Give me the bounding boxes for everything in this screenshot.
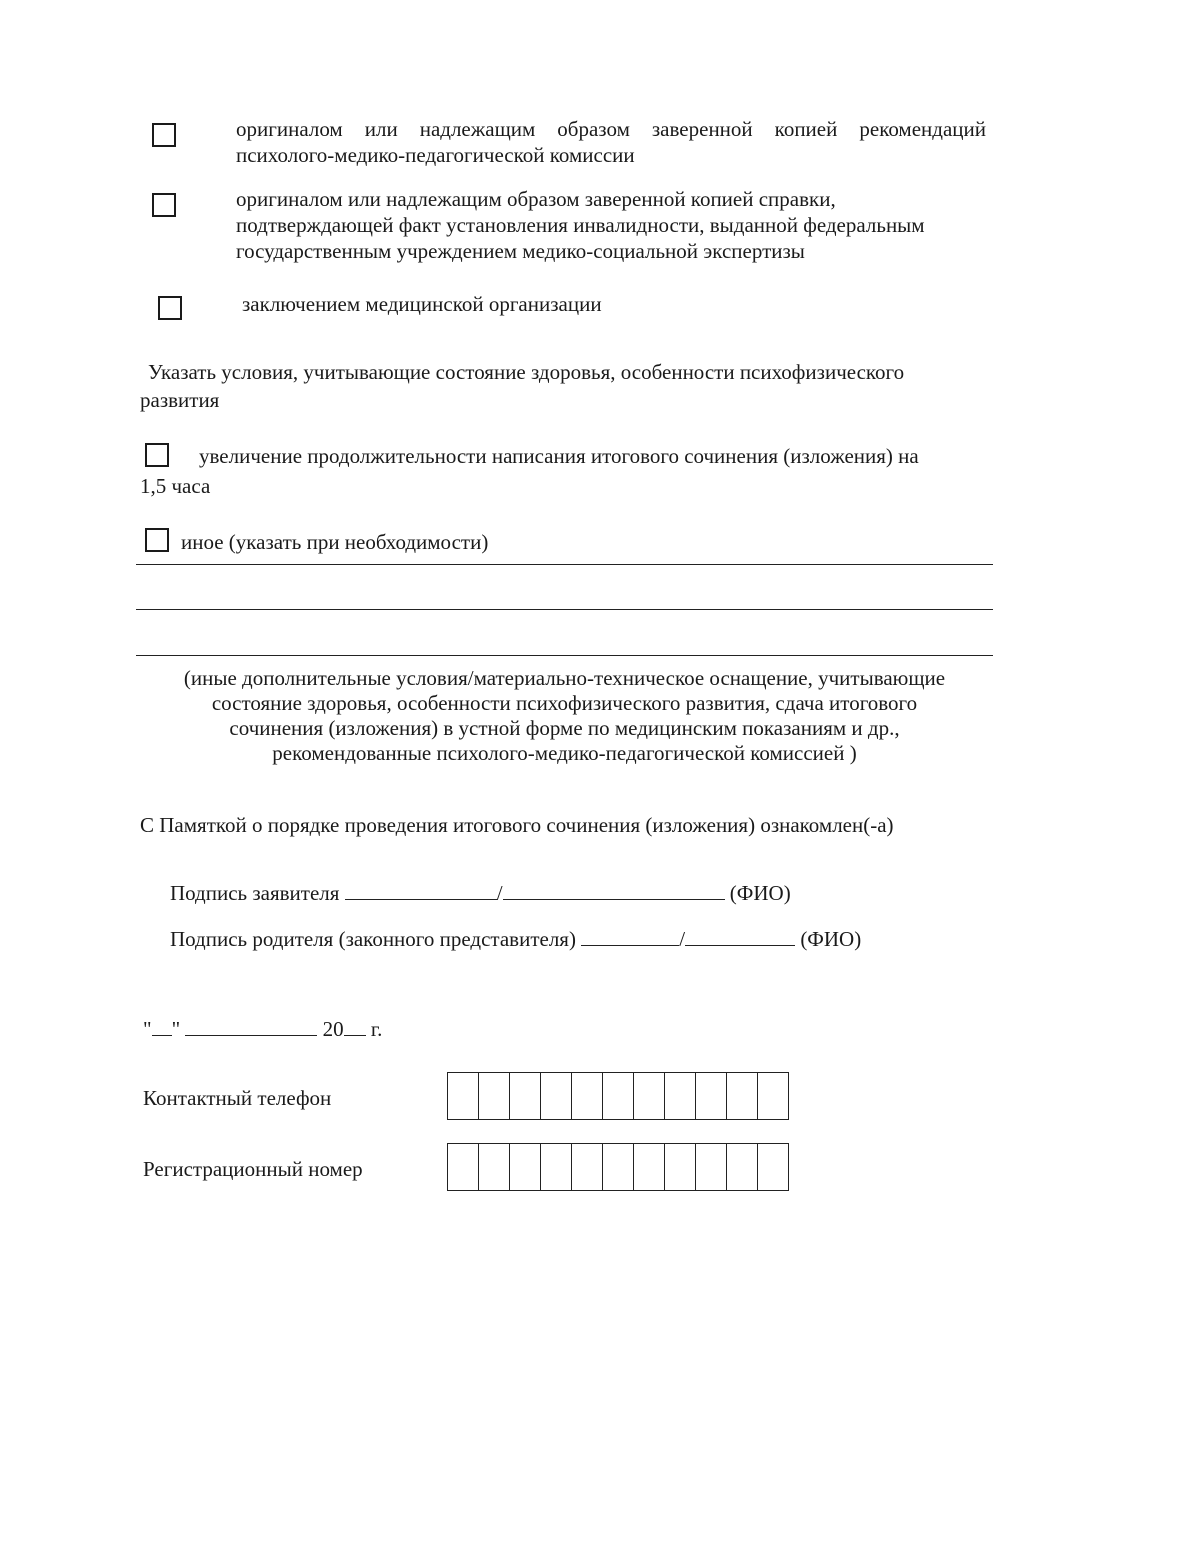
registration-digit-cell[interactable] [665, 1144, 696, 1190]
conditions-note-line1: (иные дополнительные условия/материально-техническое оснащение, учитывающие [183, 666, 946, 690]
phone-digit-cell[interactable] [665, 1073, 696, 1119]
date-year-prefix: 20 [322, 1017, 344, 1041]
registration-digit-cell[interactable] [510, 1144, 541, 1190]
parent-signature-row [170, 926, 861, 952]
registration-digit-cell[interactable] [479, 1144, 510, 1190]
checkbox-pmpk-recommendation[interactable] [152, 123, 176, 147]
date-row [143, 1016, 382, 1042]
phone-digit-cell[interactable] [758, 1073, 789, 1119]
phone-label: Контактный телефон [143, 1086, 332, 1110]
conditions-heading-line1: Указать условия, учитывающие состояние здоровья, особенности психофизического [148, 360, 905, 384]
date-close-quote: " [171, 1017, 181, 1041]
registration-digit-cell[interactable] [541, 1144, 572, 1190]
date-month-field[interactable] [185, 1017, 317, 1036]
registration-digit-cell[interactable] [603, 1144, 634, 1190]
option-other-label: иное (указать при необходимости) [181, 530, 489, 554]
parent-fio-field[interactable] [685, 927, 795, 946]
acknowledgement-text: С Памяткой о порядке проведения итогового сочинения (изложения) ознакомлен(-а) [140, 813, 894, 837]
registration-digit-cell[interactable] [727, 1144, 758, 1190]
option-disability-certificate-line3: государственным учреждением медико-социальной экспертизы [236, 239, 805, 263]
phone-digit-cell[interactable] [510, 1073, 541, 1119]
phone-digit-cell[interactable] [572, 1073, 603, 1119]
registration-digit-cell[interactable] [634, 1144, 665, 1190]
phone-digit-cell[interactable] [634, 1073, 665, 1119]
applicant-signature-row [170, 880, 791, 906]
option-pmpk-recommendation: оригиналом или надлежащим образом заверенной копией рекомендаций психолого-медико-педагогической комиссии [236, 117, 986, 167]
registration-digit-cell[interactable] [448, 1144, 479, 1190]
conditions-note-line3: сочинения (изложения) в устной форме по медицинским показаниям и др., [229, 716, 900, 740]
option-time-extension-line2: 1,5 часа [140, 474, 211, 498]
parent-fio-label: (ФИО) [800, 927, 862, 951]
phone-digit-cell[interactable] [696, 1073, 727, 1119]
checkbox-other[interactable] [145, 528, 169, 552]
registration-digit-cell[interactable] [696, 1144, 727, 1190]
date-year-suffix: г. [370, 1017, 383, 1041]
phone-digit-cell[interactable] [603, 1073, 634, 1119]
applicant-fio-label: (ФИО) [729, 881, 791, 905]
phone-digit-cell[interactable] [727, 1073, 758, 1119]
parent-signature-field[interactable] [581, 927, 679, 946]
registration-digit-cell[interactable] [572, 1144, 603, 1190]
date-day-field[interactable] [152, 1017, 172, 1036]
parent-slash: / [679, 927, 686, 951]
applicant-signature-label: Подпись заявителя [170, 881, 340, 905]
registration-digit-cell[interactable] [758, 1144, 789, 1190]
option-disability-certificate-line2: подтверждающей факт установления инвалидности, выданной федеральным [236, 213, 925, 237]
registration-label: Регистрационный номер [143, 1157, 363, 1181]
applicant-fio-field[interactable] [503, 881, 725, 900]
applicant-signature-field[interactable] [345, 881, 497, 900]
checkbox-medical-conclusion[interactable] [158, 296, 182, 320]
checkbox-disability-certificate[interactable] [152, 193, 176, 217]
phone-cells[interactable] [447, 1072, 789, 1120]
other-conditions-line-2[interactable] [136, 609, 993, 610]
other-conditions-line-1[interactable] [136, 564, 993, 565]
applicant-slash: / [496, 881, 503, 905]
date-open-quote: " [143, 1017, 152, 1041]
parent-signature-label: Подпись родителя (законного представителя) [170, 927, 576, 951]
conditions-note [136, 666, 993, 766]
option-disability-certificate-line1: оригиналом или надлежащим образом заверенной копией справки, [236, 187, 836, 211]
date-year-field[interactable] [344, 1017, 366, 1036]
phone-digit-cell[interactable] [448, 1073, 479, 1119]
conditions-note-line2: состояние здоровья, особенности психофизического развития, сдача итогового [211, 691, 918, 715]
option-time-extension-line1: увеличение продолжительности написания итогового сочинения (изложения) на [199, 444, 919, 468]
option-medical-conclusion: заключением медицинской организации [242, 292, 602, 316]
registration-cells[interactable] [447, 1143, 789, 1191]
conditions-note-line4: рекомендованные психолого-медико-педагогической комиссией ) [272, 741, 857, 765]
phone-digit-cell[interactable] [479, 1073, 510, 1119]
checkbox-time-extension[interactable] [145, 443, 169, 467]
conditions-heading-line2: развития [140, 388, 220, 412]
phone-digit-cell[interactable] [541, 1073, 572, 1119]
other-conditions-line-3[interactable] [136, 655, 993, 656]
